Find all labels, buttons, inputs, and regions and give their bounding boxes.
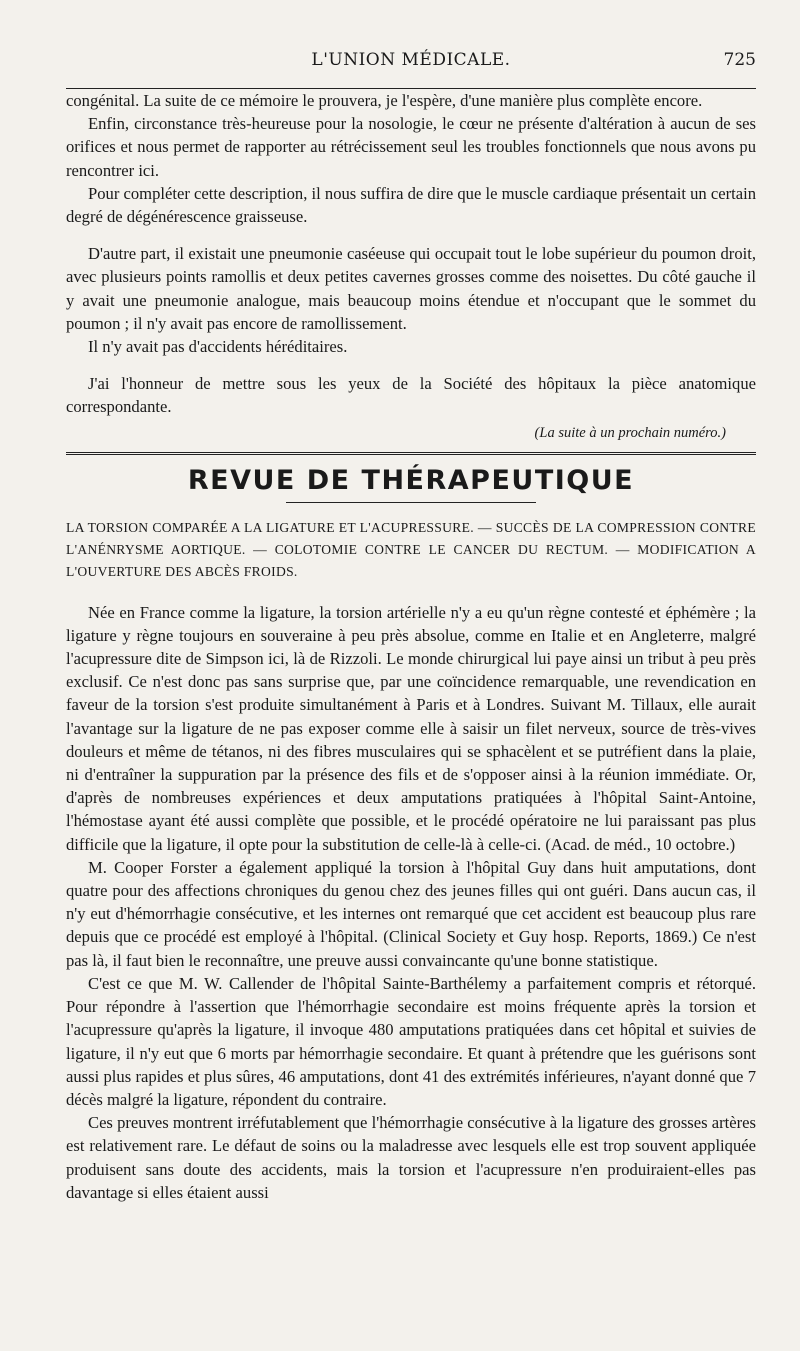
running-head	[66, 48, 756, 89]
summary-text: LA TORSION COMPARÉE A LA LIGATURE ET L'ACUPRESSURE. — SUCCÈS DE LA COMPRESSION CONTRE L'ANÉNRYSME AORTIQUE. — COLOTOMIE CONTRE LE CANCER DU RECTUM. — MODIFICATION A L'OUVERTURE DES ABCÈS FROIDS.	[66, 519, 756, 579]
paragraph: Ces preuves montrent irréfutablement que l'hémorrhagie consécutive à la ligature des grosses artères est relativement rare. Le défaut de soins ou la maladresse avec lesquels elle est trop souvent appliquée produisent sans doute des accidents, mais la torsion et l'acupressure n'en produiraient-elles pas davantage si elles étaient aussi	[66, 1113, 756, 1202]
paragraph: Née en France comme la ligature, la torsion artérielle n'y a eu qu'un règne contesté et éphémère ; la ligature y règne toujours en souveraine à peu près absolue, comme en Italie et en Angleterre, malgré l'acupressure dite de Simpson ici, là de Rizzoli. Le monde chirurgical lui paye ainsi un tribut à peu près exclusif. Ce n'est donc pas sans surprise que, par une coïncidence remarquable, une revendication en faveur de la torsion s'est produite simultanément à Paris et à Londres. Suivant M. Tillaux, elle aurait l'avantage sur la ligature de ne pas exposer comme elle à saisir un filet nerveux, source de très-vives douleurs et même de tétanos, ni des fibres musculaires qui se sphacèlent et se putréfient dans la plaie, ni d'entraîner la suppuration par la présence des fils et de s'opposer ainsi à la réunion immédiate. Or, d'après de nombreuses expériences et deux amputations pratiquées à l'hôpital Saint-Antoine, l'hémostase ayant été aussi complète que possible, et le procédé opératoire ne lui paraissant pas plus difficile que la ligature, il opte pour la substitution de celle-là à celle-ci. (Acad. de méd., 10 octobre.)	[66, 602, 756, 854]
paragraph: Il n'y avait pas d'accidents héréditaires.	[88, 337, 348, 357]
paragraph: Enfin, circonstance très-heureuse pour la nosologie, le cœur ne présente d'altération à aucun de ses orifices et nous permet de rapporter au rétrécissement seul les troubles fonctionnels que nous avons pu rencontrer ici.	[66, 114, 756, 180]
paragraph: D'autre part, il existait une pneumonie caséeuse qui occupait tout le lobe supérieur du poumon droit, avec plusieurs points ramollis et deux petites cavernes grosses comme des noisettes. Du côté gauche il y avait une pneumonie analogue, mais beaucoup moins étendue et n'occupant que le sommet du poumon ; il n'y avait pas encore de ramollissement.	[66, 244, 756, 333]
paragraph: J'ai l'honneur de mettre sous les yeux de la Société des hôpitaux la pièce anatomique correspondante.	[66, 374, 756, 417]
paragraph: C'est ce que M. W. Callender de l'hôpital Sainte-Barthélemy a parfaitement compris et rétorqué. Pour répondre à l'assertion que l'hémorrhagie secondaire est moins fréquente après la torsion et l'acupressure qu'après la ligature, il invoque 480 amputations pratiquées dans cet hôpital et suivies de ligature, il n'y eut que 6 morts par hémorrhagie secondaire. Et quant à prétendre que les guérisons sont aussi plus rapides et plus sûres, 46 amputations, dont 41 des extrémités inférieures, n'ayant donné que 7 décès malgré la ligature, répondent du contraire.	[66, 973, 756, 1109]
article-summary	[66, 517, 756, 583]
section-divider	[66, 452, 756, 455]
paragraph: M. Cooper Forster a également appliqué la torsion à l'hôpital Guy dans huit amputations, dont quatre pour des affections chroniques du genou chez des jeunes filles qui ont guéri. Dans aucun cas, il n'y eut d'hémorrhagie consécutive, et les internes ont remarqué que cet accident est beaucoup plus rare depuis que ce procédé est employé à l'hôpital. (Clinical Society et Guy hosp. Reports, 1869.) Ce n'est pas là, il faut bien le reconnaître, une preuve aussi convaincante qu'une bonne statistique.	[66, 857, 756, 970]
page-number: 725	[723, 50, 756, 70]
paragraph: Pour compléter cette description, il nous suffira de dire que le muscle cardiaque présentait un certain degré de dégénérescence graisseuse.	[66, 183, 756, 227]
previous-article-ending	[66, 89, 756, 442]
journal-title: L'UNION MÉDICALE.	[311, 50, 511, 70]
paragraph: congénital. La suite de ce mémoire le prouvera, je l'espère, d'une manière plus complète encore.	[66, 91, 703, 110]
review-article	[66, 601, 756, 1204]
section-title: REVUE DE THÉRAPEUTIQUE	[187, 464, 635, 496]
continuation-note: (La suite à un prochain numéro.)	[534, 424, 726, 441]
title-underline	[286, 502, 536, 503]
